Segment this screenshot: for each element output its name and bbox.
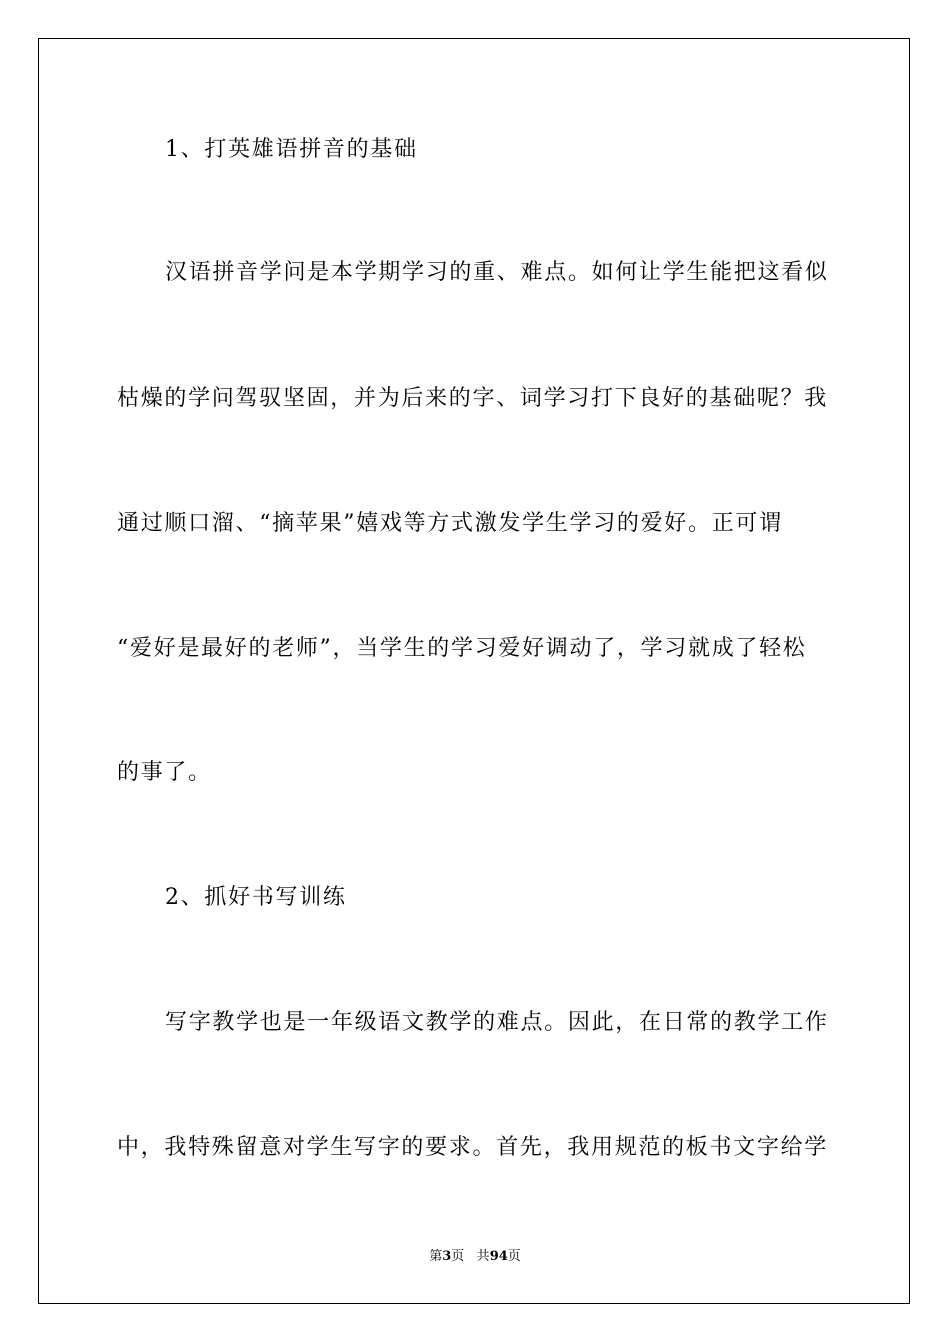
paragraph-line: 汉语拼音学问是本学期学习的重、难点。如何让学生能把这看似 xyxy=(165,260,829,285)
total-pages: 94 xyxy=(489,1249,508,1264)
total-prefix: 共 xyxy=(476,1249,490,1264)
page-number: 3 xyxy=(442,1249,452,1264)
page-suffix: 页 xyxy=(451,1249,465,1264)
page-prefix: 第 xyxy=(429,1249,443,1264)
total-suffix: 页 xyxy=(507,1249,521,1264)
section-heading-pinyin: 1、打英雄语拼音的基础 xyxy=(165,137,418,162)
paragraph-line: 的事了。 xyxy=(117,760,212,785)
paragraph-line: 枯燥的学问驾驭坚固，并为后来的字、词学习打下良好的基础呢？我 xyxy=(117,386,829,411)
page-footer xyxy=(0,1248,950,1266)
paragraph-line: 通过顺口溜、“摘苹果”嬉戏等方式激发学生学习的爱好。正可谓 xyxy=(117,511,783,536)
paragraph-line: 中，我特殊留意对学生写字的要求。首先，我用规范的板书文字给学 xyxy=(117,1135,829,1160)
page-border xyxy=(38,38,910,1304)
paragraph-line: “爱好是最好的老师”，当学生的学习爱好调动了，学习就成了轻松 xyxy=(117,636,807,661)
paragraph-line: 写字教学也是一年级语文教学的难点。因此，在日常的教学工作 xyxy=(165,1010,829,1035)
section-heading-writing: 2、抓好书写训练 xyxy=(165,885,347,910)
